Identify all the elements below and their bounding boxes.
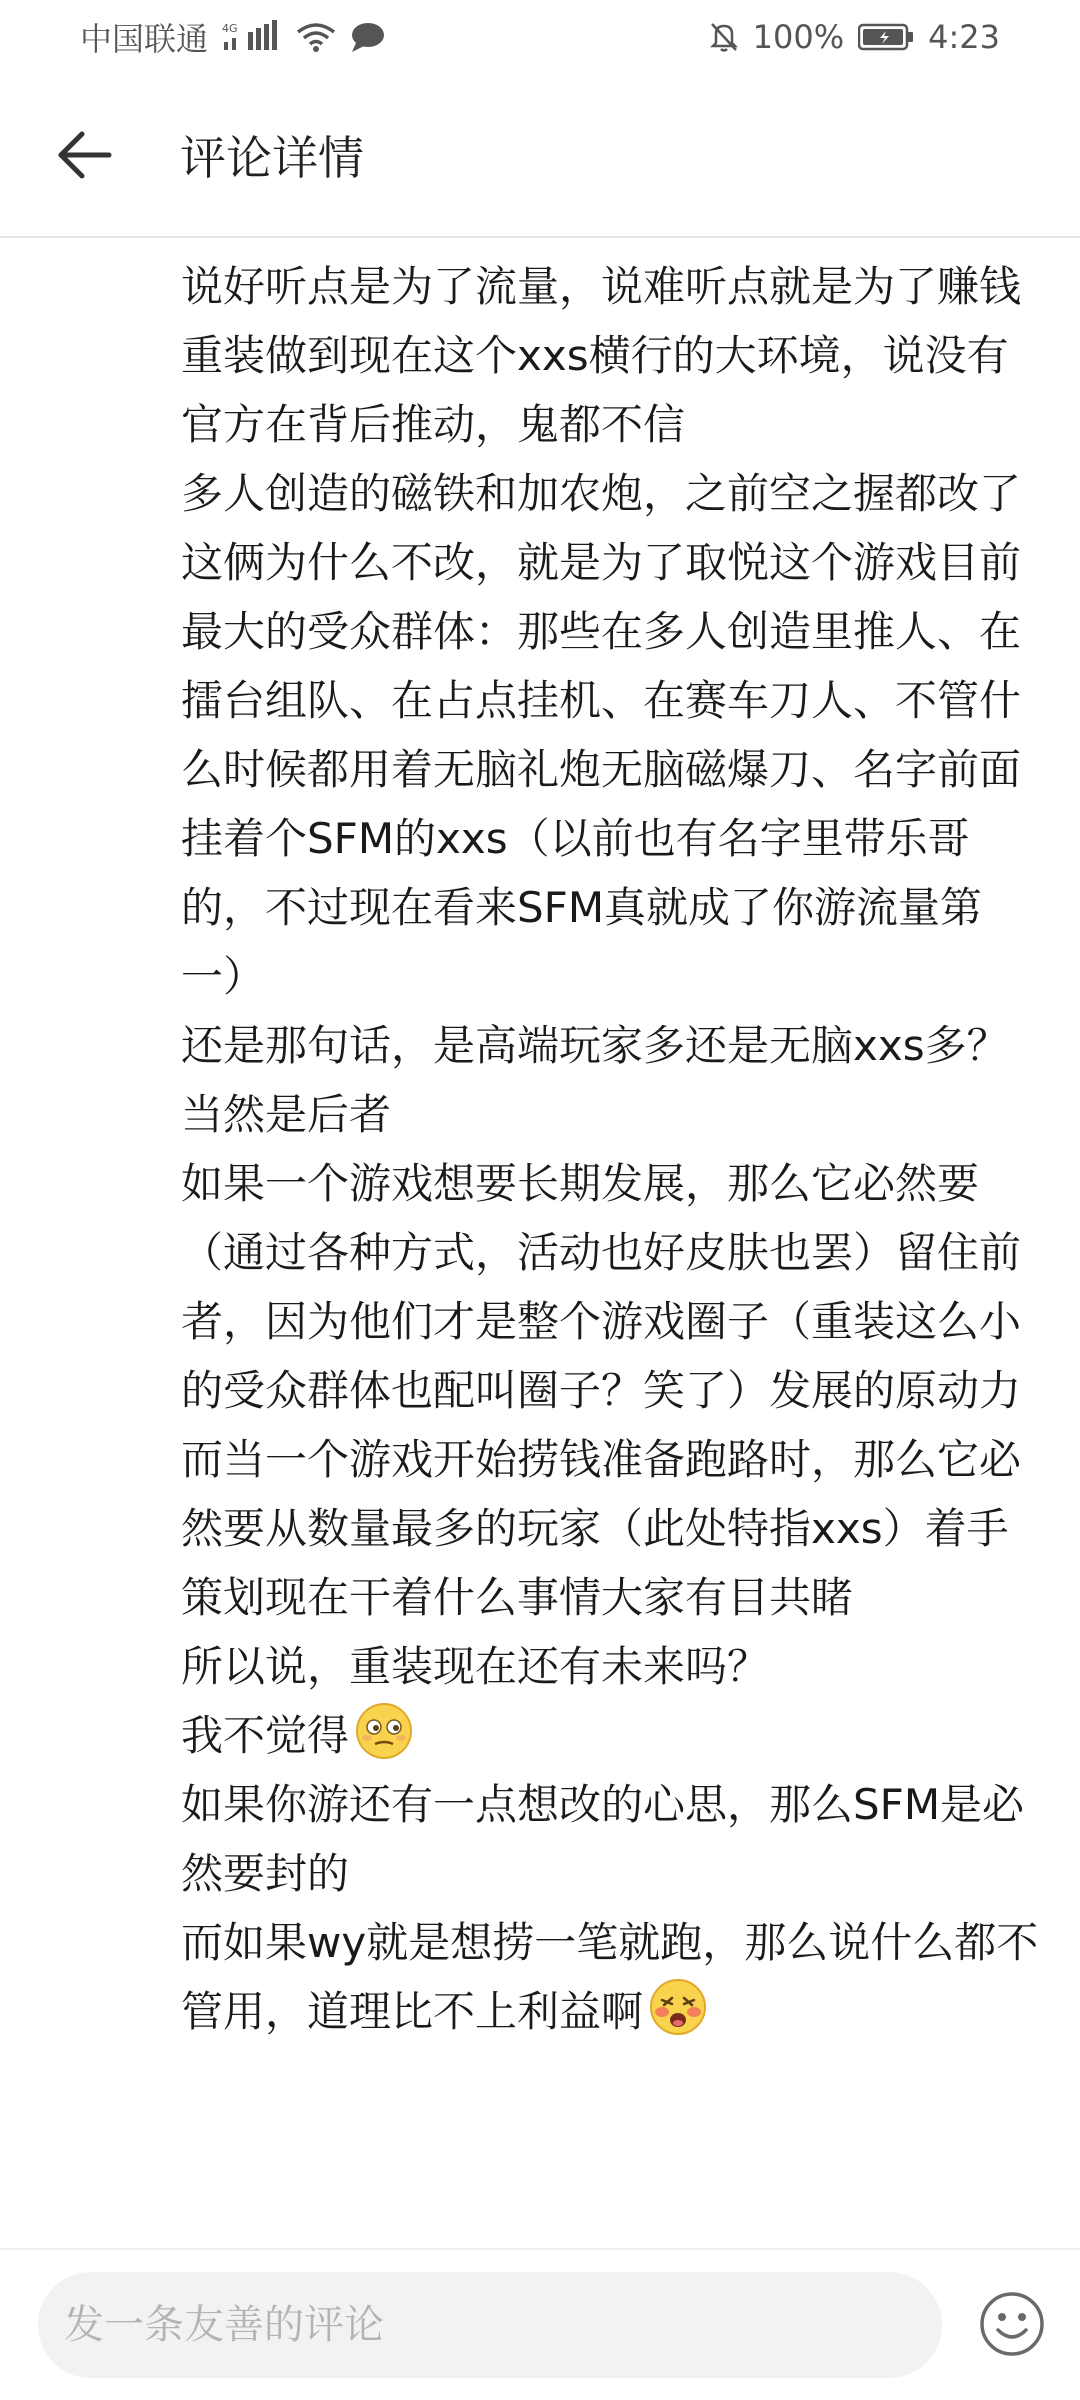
emoji-smile-icon: [978, 2290, 1046, 2358]
status-bar-right: [709, 18, 1000, 56]
mute-icon: [709, 21, 739, 53]
wifi-icon: [296, 22, 336, 52]
comment-paragraph: 所以说，重装现在还有未来吗？: [181, 1642, 770, 1691]
comment-text: 我不觉得: [181, 1711, 350, 1760]
message-icon: [350, 21, 386, 53]
comment-text: 而如果wy就是想捞一笔就跑，那么说什么都不管用，道理比不上利益啊: [181, 1918, 1039, 2036]
comment-paragraph-with-emoji: [181, 1908, 1045, 2046]
status-bar-left: [80, 14, 386, 60]
comment-paragraph: 说好听点是为了流量，说难听点就是为了赚钱: [181, 262, 1022, 311]
comment-paragraph: 策划现在干着什么事情大家有目共睹: [181, 1573, 854, 1622]
flushed-face-emoji: [649, 1978, 707, 2036]
back-button[interactable]: [30, 100, 140, 210]
comment-paragraph: 如果你游还有一点想改的心思，那么SFM是必然要封的: [181, 1780, 1025, 1898]
signal-icon: [222, 20, 282, 54]
comment-paragraph: 重装做到现在这个xxs横行的大环境，说没有官方在背后推动，鬼都不信: [181, 331, 1009, 449]
page-title: 评论详情: [180, 131, 364, 185]
comment-paragraph: 多人创造的磁铁和加农炮，之前空之握都改了这俩为什么不改，就是为了取悦这个游戏目前最大的受众群体：那些在多人创造里推人、在擂台组队、在占点挂机、在赛车刀人、不管什么时候都用着无脑礼炮无脑磁爆刀、名字前面挂着个SFM的xxs（以前也有名字里带乐哥的，不过现在看来SFM真就成了你游流量第一）: [181, 469, 1022, 1001]
comment-paragraph: 而当一个游戏开始捞钱准备跑路时，那么它必然要从数量最多的玩家（此处特指xxs）着手: [181, 1435, 1022, 1553]
comment-paragraph-with-emoji: [181, 1701, 1045, 1770]
carrier-name: 中国联通: [80, 20, 209, 58]
comment-paragraph: 还是那句话，是高端玩家多还是无脑xxs多？当然是后者: [181, 1021, 1009, 1139]
emoji-button[interactable]: [978, 2290, 1046, 2358]
battery-icon: [858, 23, 914, 51]
app-bar: [0, 74, 1080, 238]
clock: 4:23: [928, 18, 1000, 56]
comment-body: [181, 252, 1045, 2046]
comment-input-bar: [0, 2248, 1080, 2400]
comment-paragraph: 如果一个游戏想要长期发展，那么它必然要（通过各种方式，活动也好皮肤也罢）留住前者，因为他们才是整个游戏圈子（重装这么小的受众群体也配叫圈子？笑了）发展的原动力: [181, 1159, 1022, 1415]
status-bar: [0, 0, 1080, 74]
battery-percent: 100%: [752, 18, 845, 56]
comment-input[interactable]: [38, 2272, 942, 2378]
dazed-face-emoji: [355, 1702, 413, 1760]
back-arrow-icon: [57, 130, 113, 180]
network-type: 4G: [222, 22, 238, 35]
